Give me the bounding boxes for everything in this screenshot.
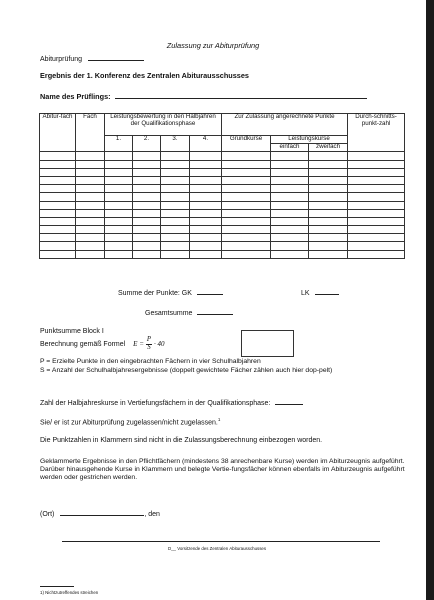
table-row (40, 201, 405, 209)
grade-cell[interactable] (271, 152, 309, 160)
grade-cell[interactable] (190, 242, 222, 250)
grade-cell[interactable] (271, 168, 309, 176)
grade-cell[interactable] (222, 185, 271, 193)
footnote-rule (40, 586, 74, 587)
grade-cell[interactable] (161, 226, 190, 234)
grade-cell[interactable] (40, 250, 76, 258)
grade-cell[interactable] (309, 234, 348, 242)
grade-cell[interactable] (76, 185, 105, 193)
grade-cell[interactable] (222, 242, 271, 250)
formula-fraction (146, 337, 152, 351)
grade-cell[interactable] (348, 250, 405, 258)
grade-cell[interactable] (271, 250, 309, 258)
sum-line (118, 288, 223, 297)
grade-cell[interactable] (309, 250, 348, 258)
grade-cell[interactable] (271, 217, 309, 225)
grade-cell[interactable] (271, 185, 309, 193)
bracketed-results-note: Geklammerte Ergebnisse in den Pflichtfächern (mindestens 38 anrechenbare Kurse) werden im Abiturzeugnis aufgeführt. Darüber hinausgehende Kurse in Klammern und belegte Vertie-fungsfächer können ebenfalls im Abiturzeugnis aufgeführt werden oder gestrichen werden. (40, 458, 405, 482)
brackets-note: Die Punktzahlen in Klammern sind nicht in die Zulassungsberechnung einbezogen worden. (40, 437, 323, 444)
grade-cell[interactable] (190, 226, 222, 234)
definition-s: S = Anzahl der Schulhalbjahresergebnisse (doppelt gewichtete Fächer zählen auch hier dop-pelt) (40, 367, 333, 374)
formula-numerator: P (146, 336, 152, 343)
grade-cell[interactable] (309, 226, 348, 234)
grade-cell[interactable] (161, 152, 190, 160)
grade-cell[interactable] (76, 242, 105, 250)
table-row (40, 160, 405, 168)
block-line-2 (40, 337, 164, 351)
grade-cell[interactable] (309, 160, 348, 168)
grade-cell[interactable] (222, 217, 271, 225)
grade-cell[interactable] (348, 217, 405, 225)
grade-cell[interactable] (161, 250, 190, 258)
grade-cell[interactable] (222, 176, 271, 184)
grade-cell[interactable] (348, 234, 405, 242)
grade-cell[interactable] (190, 217, 222, 225)
table-row (40, 209, 405, 217)
grade-cell[interactable] (190, 160, 222, 168)
grade-cell[interactable] (105, 168, 133, 176)
grade-cell[interactable] (105, 250, 133, 258)
grade-cell[interactable] (348, 201, 405, 209)
block-line-1: Punktsumme Block I (40, 328, 104, 335)
grade-cell[interactable] (190, 250, 222, 258)
total-line (145, 308, 233, 317)
grade-cell[interactable] (309, 168, 348, 176)
header-hj-4: 4. (190, 136, 222, 152)
grade-cell[interactable] (40, 193, 76, 201)
sum-lk-blank[interactable] (315, 288, 339, 295)
grade-cell[interactable] (271, 209, 309, 217)
header-zulassung: Zur Zulassung angerechnete Punkte (222, 114, 348, 136)
formula-lhs: E = (133, 339, 144, 348)
formula (133, 337, 164, 351)
grade-cell[interactable] (76, 201, 105, 209)
grade-cell[interactable] (76, 176, 105, 184)
grade-cell[interactable] (76, 250, 105, 258)
grade-cell[interactable] (309, 201, 348, 209)
grade-cell[interactable] (105, 209, 133, 217)
grade-cell[interactable] (190, 193, 222, 201)
formula-denominator: S (147, 343, 151, 351)
grade-cell[interactable] (161, 234, 190, 242)
page-edge-shadow (426, 0, 434, 600)
grade-cell[interactable] (271, 242, 309, 250)
grade-cell[interactable] (190, 234, 222, 242)
table-row (40, 152, 405, 160)
grade-cell[interactable] (222, 250, 271, 258)
exam-line (40, 54, 144, 63)
grade-cell[interactable] (309, 209, 348, 217)
conference-heading: Ergebnis der 1. Konferenz des Zentralen Abiturausschusses (40, 71, 249, 80)
grade-cell[interactable] (40, 152, 76, 160)
grade-cell[interactable] (161, 168, 190, 176)
grade-cell[interactable] (40, 226, 76, 234)
grade-cell[interactable] (105, 185, 133, 193)
grade-cell[interactable] (105, 234, 133, 242)
grade-cell[interactable] (190, 185, 222, 193)
admission-line (40, 417, 220, 426)
grade-cell[interactable] (309, 193, 348, 201)
formula-factor: · 40 (153, 339, 165, 348)
grade-cell[interactable] (40, 176, 76, 184)
grade-cell[interactable] (40, 217, 76, 225)
table-row (40, 226, 405, 234)
grade-cell[interactable] (40, 168, 76, 176)
grade-cell[interactable] (271, 234, 309, 242)
grade-cell[interactable] (133, 176, 161, 184)
grade-cell[interactable] (222, 201, 271, 209)
grade-cell[interactable] (309, 185, 348, 193)
grade-cell[interactable] (133, 201, 161, 209)
halbjahreskurse-label: Zahl der Halbjahreskurse in Vertiefungsfächern in der Qualifikationsphase: (40, 400, 271, 407)
table-row (40, 250, 405, 258)
grade-cell[interactable] (105, 176, 133, 184)
grade-cell[interactable] (348, 226, 405, 234)
grade-cell[interactable] (309, 217, 348, 225)
grade-cell[interactable] (133, 217, 161, 225)
grade-cell[interactable] (40, 160, 76, 168)
table-row (40, 185, 405, 193)
admission-footnote-mark: 1 (217, 417, 221, 422)
grade-cell[interactable] (161, 193, 190, 201)
grade-cell[interactable] (190, 201, 222, 209)
grades-table-body (40, 152, 405, 258)
grade-cell[interactable] (133, 152, 161, 160)
document-title: Zulassung zur Abiturprüfung (166, 41, 260, 50)
halbjahreskurse-blank[interactable] (275, 398, 303, 405)
grade-cell[interactable] (348, 152, 405, 160)
grade-cell[interactable] (161, 176, 190, 184)
grade-cell[interactable] (222, 168, 271, 176)
grade-cell[interactable] (133, 193, 161, 201)
grade-cell[interactable] (190, 152, 222, 160)
grade-cell[interactable] (40, 209, 76, 217)
lk-line (301, 288, 339, 297)
grade-cell[interactable] (309, 242, 348, 250)
halbjahreskurse-line (40, 398, 303, 407)
grade-cell[interactable] (76, 160, 105, 168)
grade-cell[interactable] (348, 168, 405, 176)
grade-cell[interactable] (105, 217, 133, 225)
grade-cell[interactable] (161, 217, 190, 225)
place-date-line (40, 509, 160, 518)
grade-cell[interactable] (161, 160, 190, 168)
sum-label: Summe der Punkte: GK (118, 290, 192, 297)
grade-cell[interactable] (133, 160, 161, 168)
header-abiturfach: Abitur-fach (40, 114, 76, 152)
grade-cell[interactable] (76, 226, 105, 234)
candidate-label: Name des Prüflings: (40, 92, 111, 101)
grade-cell[interactable] (133, 242, 161, 250)
grade-cell[interactable] (133, 209, 161, 217)
table-row (40, 242, 405, 250)
grade-cell[interactable] (271, 193, 309, 201)
grade-cell[interactable] (222, 193, 271, 201)
footnote: 1) Nichtzutreffendes streichen (40, 590, 99, 595)
header-einfach: einfach (271, 144, 309, 152)
grade-cell[interactable] (348, 242, 405, 250)
sum-gk-blank[interactable] (197, 288, 223, 295)
grade-cell[interactable] (40, 242, 76, 250)
grade-cell[interactable] (222, 152, 271, 160)
grade-cell[interactable] (309, 176, 348, 184)
grade-cell[interactable] (222, 209, 271, 217)
header-fach: Fach (76, 114, 105, 152)
grade-cell[interactable] (271, 226, 309, 234)
grade-cell[interactable] (161, 185, 190, 193)
grade-cell[interactable] (190, 209, 222, 217)
grade-cell[interactable] (76, 209, 105, 217)
grade-cell[interactable] (105, 226, 133, 234)
grade-cell[interactable] (190, 176, 222, 184)
grade-cell[interactable] (348, 160, 405, 168)
table-row (40, 217, 405, 225)
grade-cell[interactable] (271, 160, 309, 168)
block-formula-label: Berechnung gemäß Formel (40, 340, 126, 348)
header-grundkurse: Grundkurse (222, 136, 271, 152)
table-row (40, 193, 405, 201)
place-label: (Ort) (40, 511, 55, 518)
header-zweifach: zweifach (309, 144, 348, 152)
grade-cell[interactable] (222, 226, 271, 234)
grade-cell[interactable] (105, 242, 133, 250)
result-box[interactable] (241, 330, 294, 357)
grade-cell[interactable] (348, 209, 405, 217)
exam-blank[interactable] (88, 54, 144, 61)
grade-cell[interactable] (133, 234, 161, 242)
grade-cell[interactable] (161, 242, 190, 250)
grade-cell[interactable] (133, 168, 161, 176)
table-row (40, 234, 405, 242)
grade-cell[interactable] (161, 209, 190, 217)
grade-cell[interactable] (76, 234, 105, 242)
grade-cell[interactable] (271, 176, 309, 184)
grades-table (39, 113, 405, 259)
grade-cell[interactable] (190, 168, 222, 176)
table-row (40, 168, 405, 176)
grade-cell[interactable] (76, 193, 105, 201)
admission-text: Sie/ er ist zur Abiturprüfung zugelassen/nicht zugelassen. (40, 419, 218, 427)
grade-cell[interactable] (161, 201, 190, 209)
header-hj-1: 1. (105, 136, 133, 152)
header-durchschnitt: Durch-schnitts-punkt-zahl (348, 114, 405, 152)
candidate-line (40, 92, 367, 101)
grade-cell[interactable] (133, 185, 161, 193)
signature-line[interactable] (62, 541, 380, 542)
grade-cell[interactable] (271, 201, 309, 209)
grade-cell[interactable] (40, 185, 76, 193)
grade-cell[interactable] (76, 168, 105, 176)
header-leistungskurse: Leistungskurse (271, 136, 348, 144)
lk-label: LK (301, 290, 310, 297)
grade-cell[interactable] (40, 234, 76, 242)
grade-cell[interactable] (105, 152, 133, 160)
header-leistungsbewertung: Leistungsbewertung in den Halbjahren der Qualifikationsphase (105, 114, 222, 136)
grade-cell[interactable] (76, 217, 105, 225)
grade-cell[interactable] (348, 176, 405, 184)
grade-cell[interactable] (105, 201, 133, 209)
grade-cell[interactable] (222, 160, 271, 168)
grade-cell[interactable] (40, 201, 76, 209)
exam-label: Abiturprüfung (40, 56, 83, 63)
date-label: , den (144, 511, 160, 518)
grade-cell[interactable] (133, 250, 161, 258)
header-hj-2: 2. (133, 136, 161, 152)
grade-cell[interactable] (309, 152, 348, 160)
place-blank[interactable] (60, 509, 144, 516)
grade-cell[interactable] (105, 160, 133, 168)
grade-cell[interactable] (133, 226, 161, 234)
grade-cell[interactable] (222, 234, 271, 242)
candidate-name-blank[interactable] (115, 92, 367, 99)
grade-cell[interactable] (105, 193, 133, 201)
grade-cell[interactable] (76, 152, 105, 160)
signature-caption: D__ Vorsitzende des Zentralen Abiturausschusses (167, 546, 267, 551)
header-hj-3: 3. (161, 136, 190, 152)
grade-cell[interactable] (348, 185, 405, 193)
definition-p: P = Erzielte Punkte in den eingebrachten Fächern in vier Schulhalbjahren (40, 358, 261, 365)
total-label: Gesamtsumme (145, 310, 193, 317)
table-row (40, 176, 405, 184)
grade-cell[interactable] (348, 193, 405, 201)
total-blank[interactable] (197, 308, 233, 315)
